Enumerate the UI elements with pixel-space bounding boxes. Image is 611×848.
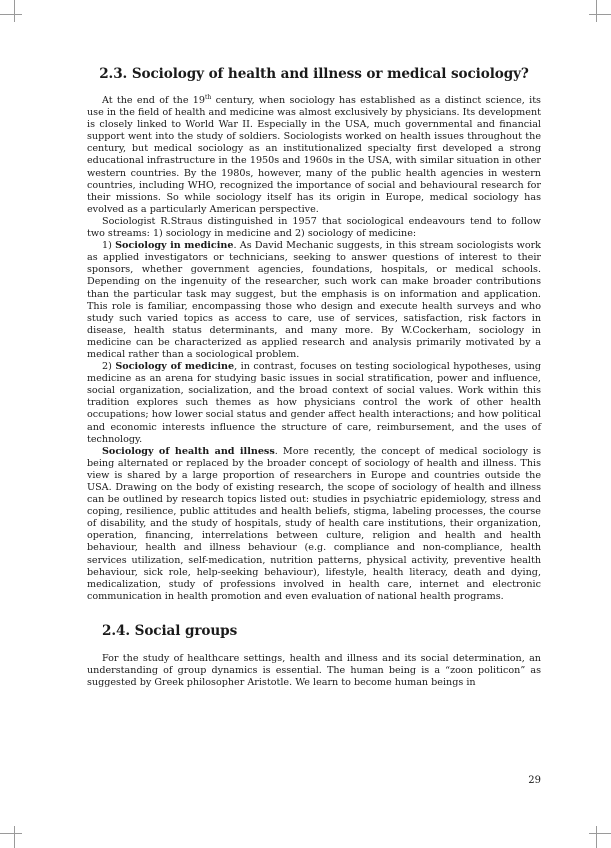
paragraph-sociology-in-medicine-text: . As David Mechanic suggests, in this stream sociologists work as applied investigators or technicians, seeking to answer questions of interest to their sponsors, whether government agencies, foundations, hospitals, or medical schools. Depending on the ingenuity of the researcher, such work can make broader contributions than the particular task may suggest, but the emphasis is on information and application. This role is familiar, encompassing those who design and execute health surveys and who study such varied topics as access to care, use of services, satisfaction, risk factors in disease, health status determinants, and many more. By W.Cockerham, sociology in medicine can be characterized as applied research and analysis primarily motivated by a medical rather than a sociological problem.	[87, 240, 541, 360]
crop-mark-top-right-h	[589, 14, 611, 15]
crop-mark-top-left	[14, 0, 15, 22]
paragraph-sociology-of-medicine-text: , in contrast, focuses on testing sociological hypotheses, using medicine as an arena for studying basic issues in social stratification, power and influence, social organization, socialization, and the broad context of social values. Work within this tradition explores such themes as how physicians control the work of other health occupations; how lower social status and gender affect health interactions; and how political and economic interests influence the structure of care, reimbursement, and the uses of technology.	[87, 361, 541, 445]
term-sociology-of-medicine: Sociology of medicine	[115, 361, 235, 373]
section-heading-medical-sociology: 2.3. Sociology of health and illness or medical sociology?	[99, 66, 529, 82]
ordinal-suffix: th	[205, 93, 212, 101]
page-body	[87, 66, 541, 689]
paragraph-history-start: At the end of the 19	[102, 95, 206, 106]
list-number-2: 2)	[102, 361, 116, 373]
paragraph-straus: Sociologist R.Straus distinguished in 1957 that sociological endeavours tend to follow two streams: 1) sociology in medicine and 2) sociology of medicine:	[87, 215, 541, 240]
page-number: 29	[528, 775, 541, 786]
paragraph-sociology-in-medicine	[87, 240, 541, 361]
paragraph-history	[87, 95, 541, 216]
crop-mark-bottom-right-h	[589, 833, 611, 834]
crop-mark-bottom-right	[596, 826, 597, 848]
term-sociology-in-medicine: Sociology in medicine	[115, 240, 234, 252]
list-number-1: 1)	[102, 240, 116, 252]
paragraph-social-groups: For the study of healthcare settings, health and illness and its social determination, an understanding of group dynamics is essential. The human being is a “zoon politicon” as suggested by Greek philosopher Aristotle. We learn to become human beings in	[87, 652, 541, 689]
crop-mark-top-right	[596, 0, 597, 22]
paragraph-history-rest: century, when sociology has established as a distinct science, its use in the field of health and medicine was almost exclusively by physicians. Its development is closely linked to World War II. Especially in the USA, much governmental and financial support went into the study of soldiers. Sociologists worked on health issues throughout the century, but medical sociology as an institutionalized specialty first developed a strong educational infrastructure in the 1950s and 1960s in the USA, with similar situation in other western countries. By the 1980s, however, many of the public health agencies in western countries, including WHO, recognized the importance of social and behavioural research for their missions. So while sociology itself has its origin in Europe, medical sociology has evolved as a particularly American perspective.	[87, 95, 541, 215]
paragraph-health-and-illness	[87, 446, 541, 603]
section-heading-social-groups: 2.4. Social groups	[102, 622, 238, 639]
term-sociology-of-health-and-illness: Sociology of health and illness	[102, 445, 275, 457]
crop-mark-bottom-left	[14, 826, 15, 848]
paragraph-health-and-illness-text: . More recently, the concept of medical sociology is being alternated or replaced by the broader concept of sociology of health and illness. This view is shared by a large proportion of researchers in Europe and countries outside the USA. Drawing on the body of existing research, the scope of sociology of health and illness can be outlined by research topics listed out: studies in psychiatric epidemiology, stress and coping, resilience, public attitudes and health beliefs, stigma, labeling processes, the course of disability, and the study of hospitals, study of health care institutions, their organization, operation, financing, interrelations between culture, religion and health and health behaviour, health and illness behaviour (e.g. compliance and non-compliance, health services utilization, self-medication, nutrition patterns, physical activity, preventive health behaviour, sick role, help-seeking behaviour), lifestyle, health literacy, death and dying, medicalization, study of professions involved in health care, internet and electronic communication in health promotion and even evaluation of national health programs.	[87, 445, 541, 602]
paragraph-sociology-of-medicine	[87, 361, 541, 446]
crop-mark-bottom-left-h	[0, 833, 22, 834]
crop-mark-top-left-h	[0, 14, 22, 15]
